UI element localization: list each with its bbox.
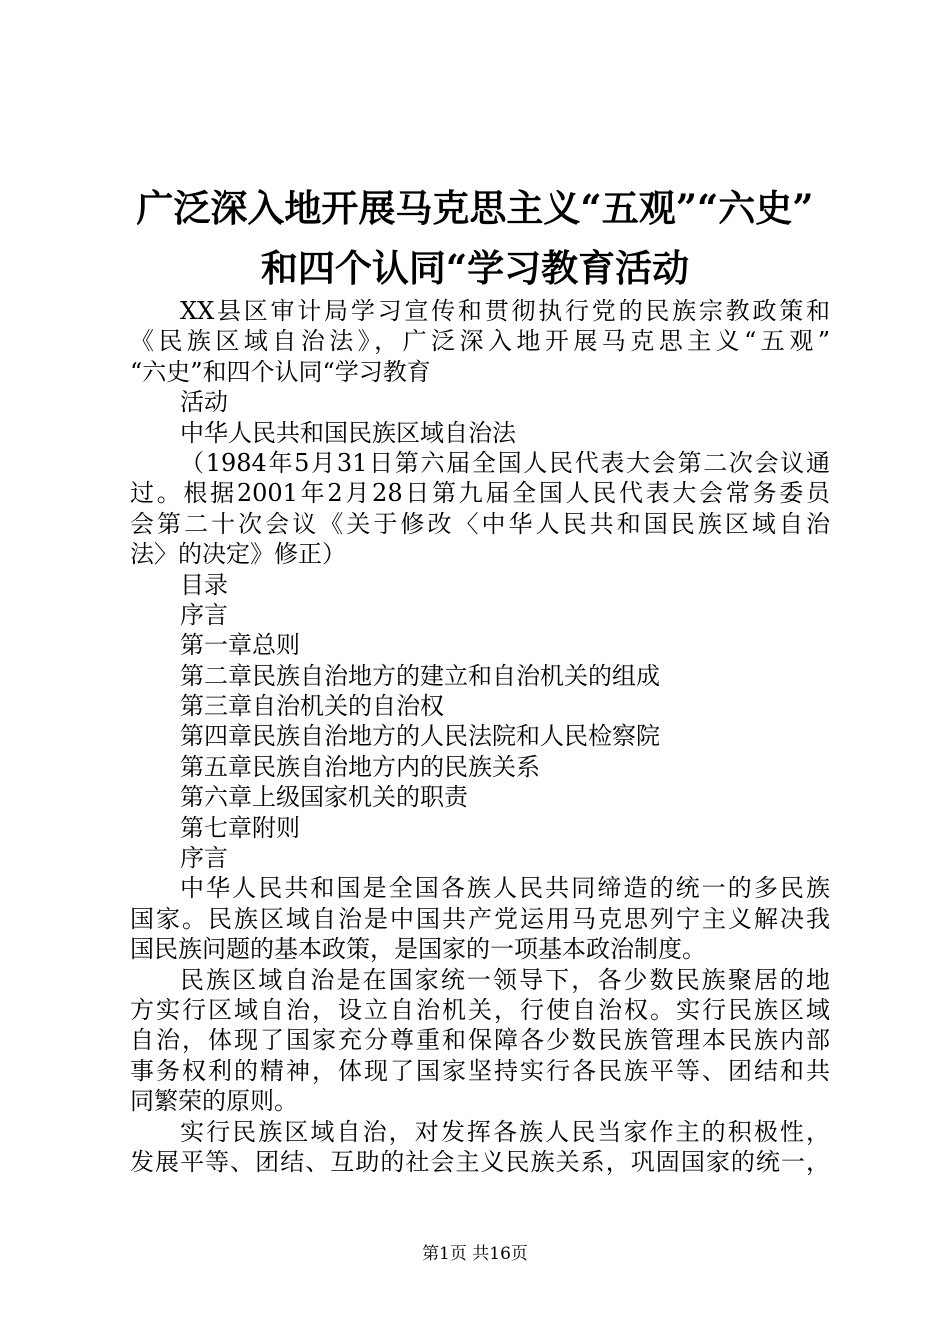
body-line: 国家。民族区域自治是中国共产党运用马克思列宁主义解决我 <box>130 904 830 933</box>
body-line: 中华人民共和国民族区域自治法 <box>180 418 516 447</box>
document-title-line-2: 和四个认同“学习教育活动 <box>260 246 690 290</box>
body-line: 同繁荣的原则。 <box>130 1087 298 1116</box>
page-footer: 第1页 共16页 <box>422 1244 528 1264</box>
body-line: 方实行区域自治，设立自治机关，行使自治权。实行民族区域 <box>130 995 830 1024</box>
body-line: 第七章附则 <box>180 813 300 842</box>
body-line: 实行民族区域自治，对发挥各族人民当家作主的积极性， <box>180 1117 830 1146</box>
body-line: 序言 <box>180 844 228 873</box>
body-line: 事务权利的精神，体现了国家坚持实行各民族平等、团结和共 <box>130 1056 830 1085</box>
body-line: XX县区审计局学习宣传和贯彻执行党的民族宗教政策和 <box>180 297 830 325</box>
body-line: 自治，体现了国家充分尊重和保障各少数民族管理本民族内部 <box>130 1026 830 1055</box>
body-line: 会第二十次会议《关于修改〈中华人民共和国民族区域自治 <box>130 509 830 538</box>
body-line: 发展平等、团结、互助的社会主义民族关系，巩固国家的统一， <box>130 1147 830 1176</box>
body-line: 序言 <box>180 600 228 629</box>
body-line: 第四章民族自治地方的人民法院和人民检察院 <box>180 722 660 751</box>
body-line: 民族区域自治是在国家统一领导下，各少数民族聚居的地 <box>180 965 830 994</box>
body-line: 第五章民族自治地方内的民族关系 <box>180 752 540 781</box>
document-body <box>130 296 830 1177</box>
body-line: 第一章总则 <box>180 631 300 660</box>
body-line: 第六章上级国家机关的职责 <box>180 783 468 812</box>
body-line: 目录 <box>180 570 228 599</box>
body-line: （1984年5月31日第六届全国人民代表大会第二次会议通 <box>180 448 830 477</box>
body-line: 第三章自治机关的自治权 <box>180 692 444 721</box>
body-line: 《民族区域自治法》，广泛深入地开展马克思主义“五观” <box>130 327 830 356</box>
body-line: 第二章民族自治地方的建立和自治机关的组成 <box>180 661 660 690</box>
body-line: “六史”和四个认同“学习教育 <box>130 357 431 386</box>
body-line: 过。根据2001年2月28日第九届全国人民代表大会常务委员 <box>130 479 830 508</box>
document-title-line-1: 广泛深入地开展马克思主义“五观”“六史” <box>136 186 814 230</box>
body-line: 活动 <box>180 388 228 417</box>
body-line: 法〉的决定》修正） <box>130 540 346 569</box>
body-line: 中华人民共和国是全国各族人民共同缔造的统一的多民族 <box>180 874 830 903</box>
body-line: 国民族问题的基本政策，是国家的一项基本政治制度。 <box>130 935 706 964</box>
